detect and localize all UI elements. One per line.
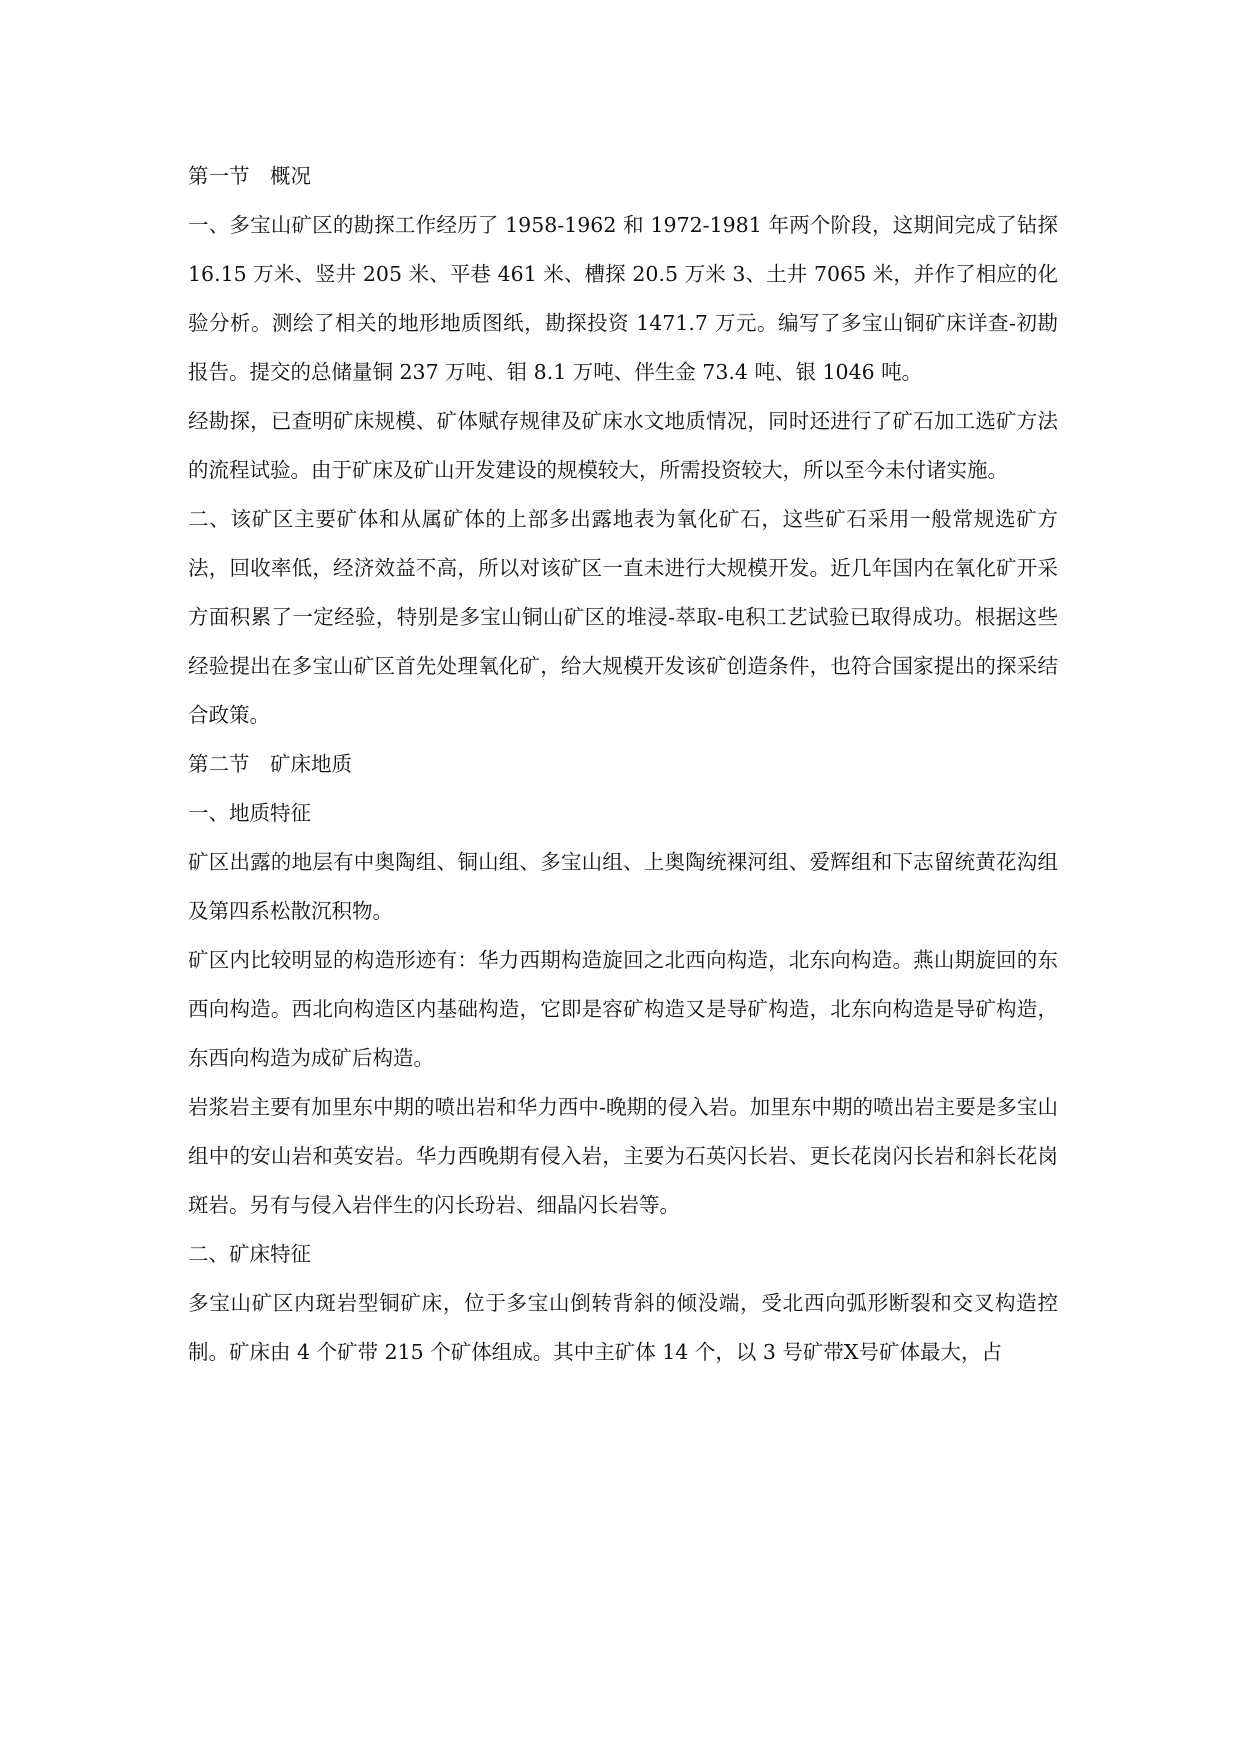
para-magmatic-rocks: 岩浆岩主要有加里东中期的喷出岩和华力西中-晚期的侵入岩。加里东中期的喷出岩主要是多宝山组中的安山岩和英安岩。华力西晚期有侵入岩，主要为石英闪长岩、更长花岗闪长岩和斜长花岗斑岩。另有与侵入岩伴生的闪长玢岩、细晶闪长岩等。	[188, 1095, 1058, 1217]
para-strata: 矿区出露的地层有中奥陶组、铜山组、多宝山组、上奥陶统裸河组、爱辉组和下志留统黄花沟组及第四系松散沉积物。	[188, 850, 1058, 923]
subsection-deposit-heading: 二、矿床特征	[188, 1242, 311, 1266]
para-exploration-results: 经勘探，已查明矿床规模、矿体赋存规律及矿床水文地质情况，同时还进行了矿石加工选矿方法的流程试验。由于矿床及矿山开发建设的规模较大，所需投资较大，所以至今未付诸实施。	[188, 409, 1058, 482]
para-oxidized-ore: 二、该矿区主要矿体和从属矿体的上部多出露地表为氧化矿石，这些矿石采用一般常规选矿方法，回收率低，经济效益不高，所以对该矿区一直未进行大规模开发。近几年国内在氧化矿开采方面积累了一定经验，特别是多宝山铜山矿区的堆浸-萃取-电积工艺试验已取得成功。根据这些经验提出在多宝山矿区首先处理氧化矿，给大规模开发该矿创造条件，也符合国家提出的探采结合政策。	[188, 507, 1058, 727]
para-deposit-features: 多宝山矿区内斑岩型铜矿床，位于多宝山倒转背斜的倾没端，受北西向弧形断裂和交叉构造控制。矿床由 4 个矿带 215 个矿体组成。其中主矿体 14 个，以 3 号矿带Ⅹ号矿体最大，占	[188, 1291, 1058, 1364]
section-2-heading: 第二节 矿床地质	[188, 752, 352, 776]
section-1-heading: 第一节 概况	[188, 164, 311, 188]
document-body	[188, 152, 1058, 1377]
para-structure: 矿区内比较明显的构造形迹有：华力西期构造旋回之北西向构造，北东向构造。燕山期旋回的东西向构造。西北向构造区内基础构造，它即是容矿构造又是导矿构造，北东向构造是导矿构造，东西向构造为成矿后构造。	[188, 948, 1058, 1070]
subsection-geology-heading: 一、地质特征	[188, 801, 311, 825]
para-exploration-history: 一、多宝山矿区的勘探工作经历了 1958-1962 和 1972-1981 年两个阶段，这期间完成了钻探 16.15 万米、竖井 205 米、平巷 461 米、槽探 20.5 万米 3、土井 7065 米，并作了相应的化验分析。测绘了相关的地形地质图纸，勘探投资 1471.7 万元。编写了多宝山铜矿床详查-初勘报告。提交的总储量铜 237 万吨、钼 8.1 万吨、伴生金 73.4 吨、银 1046 吨。	[188, 213, 1058, 384]
